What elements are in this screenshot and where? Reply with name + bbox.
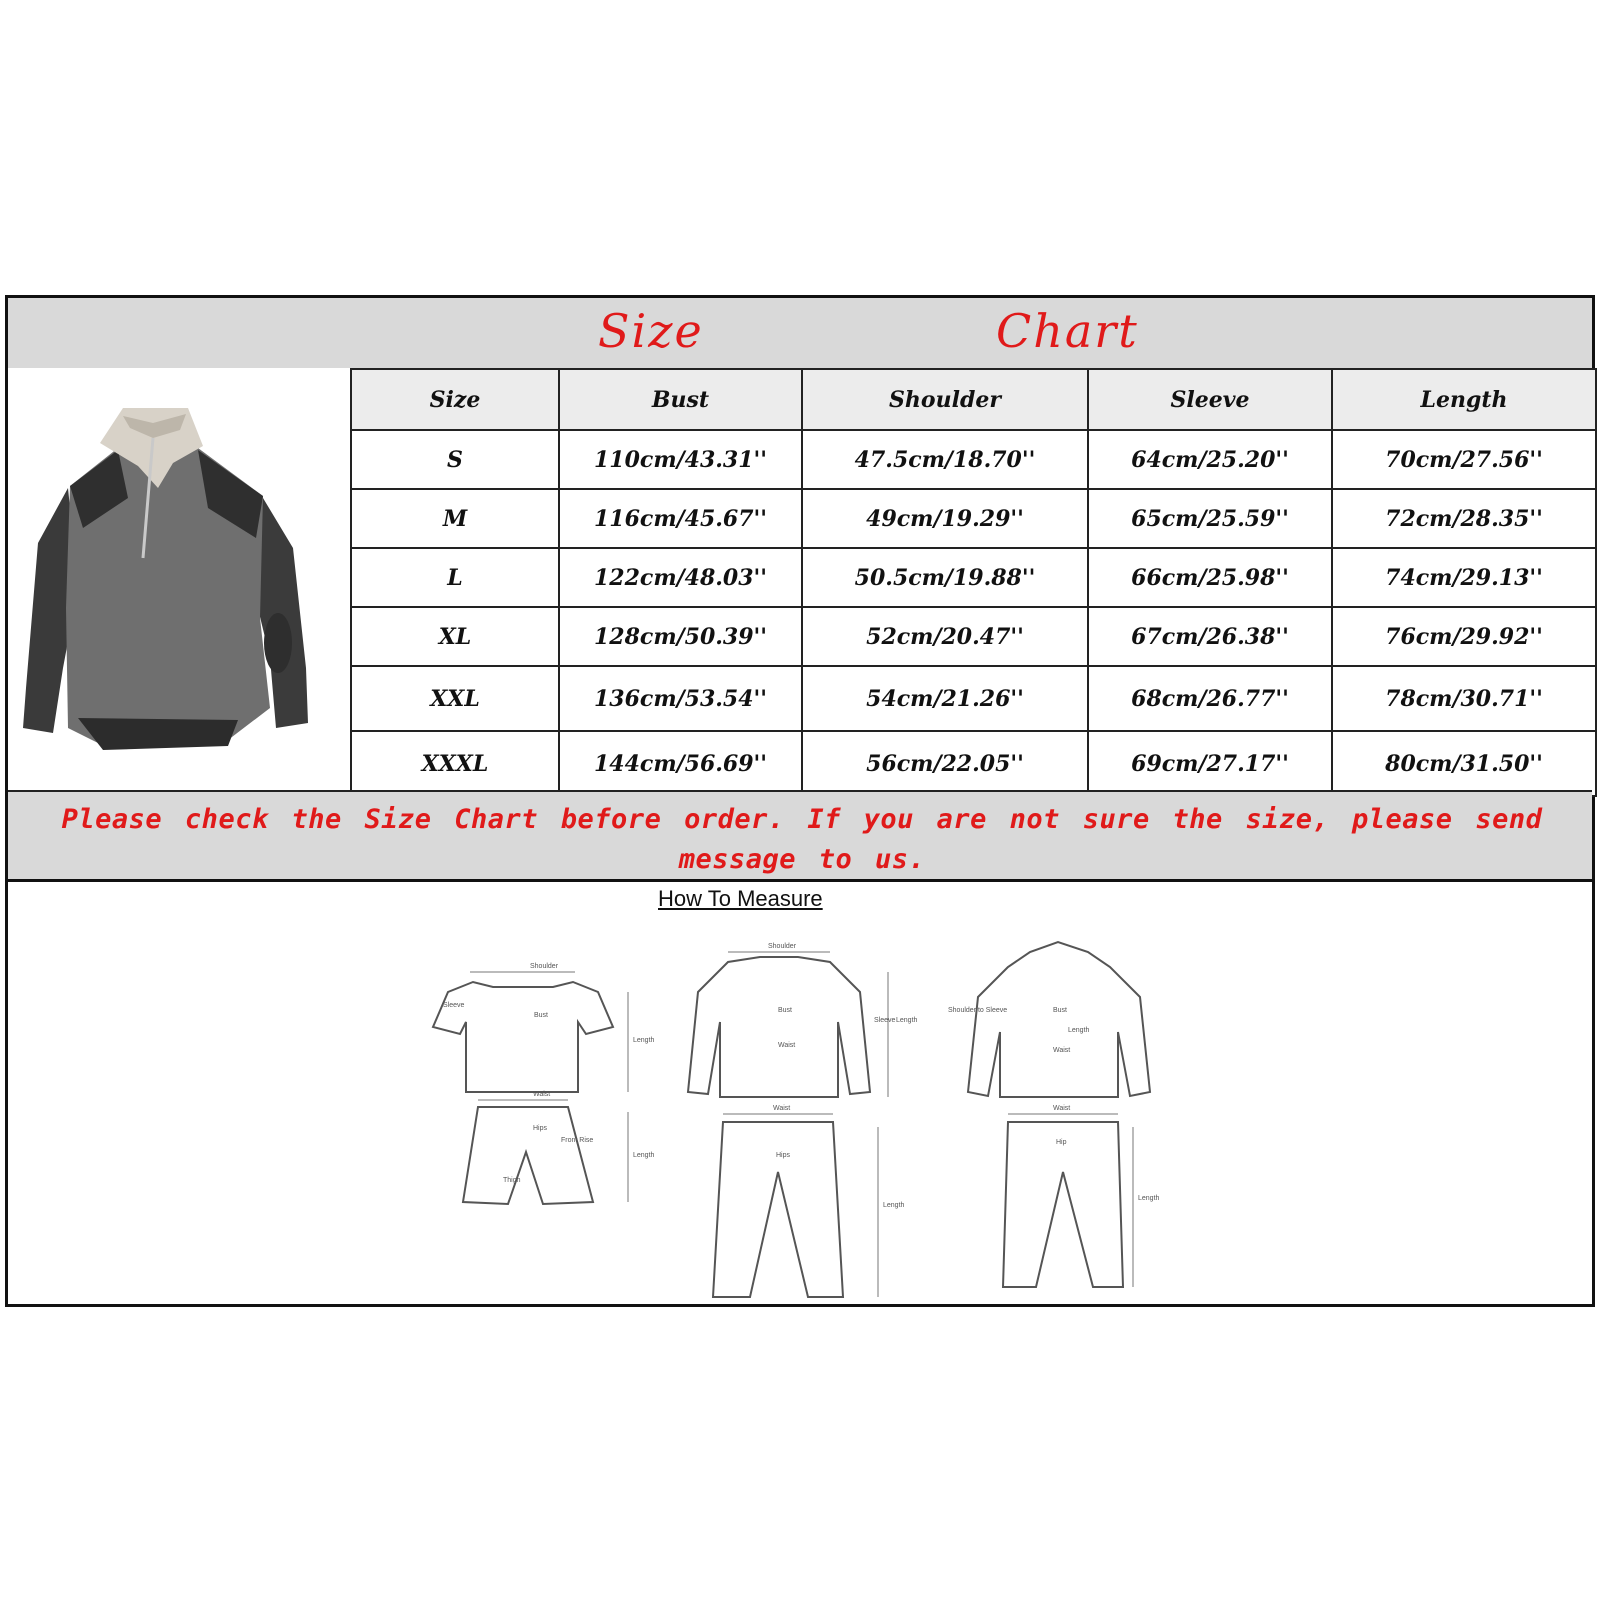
trousers-outline <box>713 1122 843 1297</box>
label-joggers-hip: Hip <box>1056 1139 1067 1146</box>
tshirt-outline <box>433 982 613 1092</box>
cell-shoulder: 49cm/19.29'' <box>802 489 1088 548</box>
shirt-outline <box>688 957 870 1097</box>
sweatshirt-image <box>8 368 350 790</box>
label-joggers-waist: Waist <box>1053 1105 1071 1112</box>
cell-sleeve: 69cm/27.17'' <box>1088 731 1332 796</box>
cell-bust: 136cm/53.54'' <box>559 666 802 731</box>
label-tshirt-length: Length <box>633 1037 655 1044</box>
cell-bust: 116cm/45.67'' <box>559 489 802 548</box>
label-shirt-waist: Waist <box>778 1042 796 1049</box>
cell-sleeve: 64cm/25.20'' <box>1088 430 1332 489</box>
label-trousers-length: Length <box>883 1202 905 1209</box>
cell-sleeve: 66cm/25.98'' <box>1088 548 1332 607</box>
label-shorts-hips: Hips <box>533 1125 548 1132</box>
label-joggers-length: Length <box>1138 1195 1160 1202</box>
notice-band <box>8 790 1592 882</box>
cell-length: 78cm/30.71'' <box>1332 666 1596 731</box>
label-trousers-hips: Hips <box>776 1152 791 1159</box>
cell-shoulder: 50.5cm/19.88'' <box>802 548 1088 607</box>
title-size: Size <box>598 304 704 358</box>
table-row <box>351 607 1596 666</box>
cell-length: 70cm/27.56'' <box>1332 430 1596 489</box>
size-table <box>350 368 1597 797</box>
cell-size: M <box>351 489 559 548</box>
label-hoodie-bust: Bust <box>1053 1007 1068 1014</box>
label-shorts-waist: Waist <box>533 1091 551 1098</box>
label-shorts-front-rise: Front Rise <box>561 1137 594 1144</box>
table-row <box>351 489 1596 548</box>
label-shirt-sleeve: Sleeve <box>874 1017 896 1024</box>
cell-size: S <box>351 430 559 489</box>
cell-size: XXL <box>351 666 559 731</box>
size-chart-frame <box>5 295 1595 1307</box>
table-row <box>351 430 1596 489</box>
cell-length: 76cm/29.92'' <box>1332 607 1596 666</box>
label-hoodie-length: Length <box>1068 1027 1090 1034</box>
label-trousers-waist: Waist <box>773 1105 791 1112</box>
how-to-measure-section <box>8 882 1592 1304</box>
label-shirt-bust: Bust <box>778 1007 793 1014</box>
cell-length: 72cm/28.35'' <box>1332 489 1596 548</box>
cell-sleeve: 65cm/25.59'' <box>1088 489 1332 548</box>
cell-sleeve: 68cm/26.77'' <box>1088 666 1332 731</box>
cell-bust: 122cm/48.03'' <box>559 548 802 607</box>
header-sleeve: Sleeve <box>1088 369 1332 430</box>
label-shorts-length: Length <box>633 1152 655 1159</box>
cell-size: XXXL <box>351 731 559 796</box>
cell-bust: 128cm/50.39'' <box>559 607 802 666</box>
cell-length: 74cm/29.13'' <box>1332 548 1596 607</box>
table-header-row <box>351 369 1596 430</box>
header-size: Size <box>351 369 559 430</box>
header-shoulder: Shoulder <box>802 369 1088 430</box>
joggers-outline <box>1003 1122 1123 1287</box>
cell-sleeve: 67cm/26.38'' <box>1088 607 1332 666</box>
cell-shoulder: 52cm/20.47'' <box>802 607 1088 666</box>
cell-shoulder: 47.5cm/18.70'' <box>802 430 1088 489</box>
label-hoodie-waist: Waist <box>1053 1047 1071 1054</box>
cell-bust: 144cm/56.69'' <box>559 731 802 796</box>
header-bust: Bust <box>559 369 802 430</box>
cell-bust: 110cm/43.31'' <box>559 430 802 489</box>
cell-size: L <box>351 548 559 607</box>
title-chart: Chart <box>996 304 1139 358</box>
how-to-measure-title: How To Measure <box>658 886 823 911</box>
label-shirt-shoulder: Shoulder <box>768 943 797 950</box>
cell-shoulder: 54cm/21.26'' <box>802 666 1088 731</box>
table-row <box>351 731 1596 796</box>
label-tshirt-shoulder: Shoulder <box>530 963 559 970</box>
size-notice: Please check the Size Chart before order. If you are not sure the size, please send message to us. <box>61 804 1543 875</box>
header-length: Length <box>1332 369 1596 430</box>
cell-shoulder: 56cm/22.05'' <box>802 731 1088 796</box>
label-tshirt-bust: Bust <box>534 1012 549 1019</box>
hoodie-outline <box>968 942 1150 1097</box>
shorts-outline <box>463 1107 593 1204</box>
table-row <box>351 548 1596 607</box>
label-tshirt-sleeve: Sleeve <box>443 1002 465 1009</box>
label-shorts-thigh: Thigh <box>503 1177 521 1184</box>
product-photo <box>8 368 350 790</box>
cell-size: XL <box>351 607 559 666</box>
title-band <box>8 298 1592 368</box>
cell-length: 80cm/31.50'' <box>1332 731 1596 796</box>
label-hoodie-shoulder-sleeve: Shoulder to Sleeve <box>948 1007 1008 1014</box>
table-row <box>351 666 1596 731</box>
label-shirt-length: Length <box>896 1017 918 1024</box>
measure-diagram <box>8 882 1592 1304</box>
